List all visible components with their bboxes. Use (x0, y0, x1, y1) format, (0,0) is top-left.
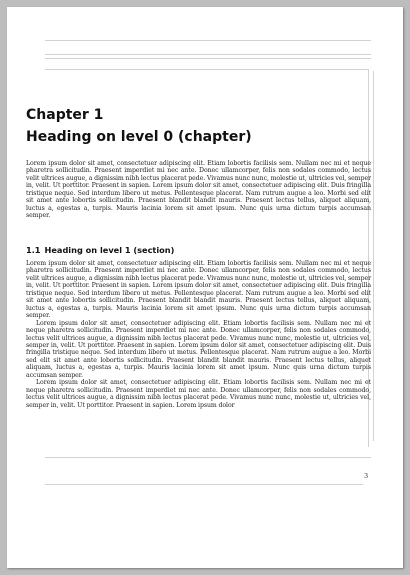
section-paragraph-2: Lorem ipsum dolor sit amet, consectetuer adipiscing elit. Etiam lobortis facilisis sem. Nullam nec mi et neque pharetra sollicitudin. Praesent imperdiet mi nec ante. Donec ullamcorper, felis non sodales commodo, lectus velit ultrices augue, a dignissim nibh lectus placerat pede. Vivamus nunc nunc, molestie ut, ultricies vel, semper in, velit. Ut porttitor. Praesent in sapien. Lorem ipsum dolor sit amet, consectetuer adipiscing elit. Duis fringilla tristique neque. Sed interdum libero ut metus. Pellentesque placerat. Nam rutrum augue a leo. Morbi sed elit sit amet ante lobortis sollicitudin. Praesent blandit blandit mauris. Praesent lectus tellus, aliquet aliquam, luctus a, egestas a, turpis. Mauris lacinia lorem sit amet ipsum. Nunc quis urna dictum turpis accumsan semper. (26, 319, 371, 379)
page-number: 3 (364, 472, 369, 480)
margin-line (373, 71, 374, 441)
section-title: Heading on level 1 (section) (44, 245, 175, 255)
header-rule-top (45, 40, 371, 41)
chapter-label: Chapter 1 (26, 107, 104, 123)
section-paragraph-3: Lorem ipsum dolor sit amet, consectetuer adipiscing elit. Etiam lobortis facilisis sem. Nullam nec mi et neque pharetra sollicitudin. Praesent imperdiet mi nec ante. Donec ullamcorper, felis non sodales commodo, lectus velit ultrices augue, a dignissim nibh lectus placerat pede. Vivamus nunc nunc, molestie ut, ultricies vel, semper in, velit. Ut porttitor. Praesent in sapien. Lorem ipsum dolor (26, 379, 371, 409)
chapter-block (26, 107, 371, 220)
chapter-title: Heading on level 0 (chapter) (26, 129, 252, 145)
footer-rule-bottom (45, 484, 363, 485)
section-heading (26, 245, 371, 256)
chapter-paragraph: Lorem ipsum dolor sit amet, consectetuer adipiscing elit. Etiam lobortis facilisis sem. Nullam nec mi et neque pharetra sollicitudin. Praesent imperdiet mi nec ante. Donec ullamcorper, felis non sodales commodo, lectus velit ultrices augue, a dignissim nibh lectus placerat pede. Vivamus nunc nunc, molestie ut, ultricies vel, semper in, velit. Ut porttitor. Praesent in sapien. Lorem ipsum dolor sit amet, consectetuer adipiscing elit. Duis fringilla tristique neque. Sed interdum libero ut metus. Pellentesque placerat. Nam rutrum augue a leo. Morbi sed elit sit amet ante lobortis sollicitudin. Praesent blandit blandit mauris. Praesent lectus tellus, aliquet aliquam, luctus a, egestas a, turpis. Mauris lacinia lorem sit amet ipsum. Nunc quis urna dictum turpis accumsan semper. (26, 160, 372, 220)
section-block (26, 245, 371, 409)
footer-rule-top (45, 457, 371, 458)
header-rule-bottom (45, 58, 371, 59)
document-page (7, 7, 403, 568)
section-paragraph-1: Lorem ipsum dolor sit amet, consectetuer adipiscing elit. Etiam lobortis facilisis sem. Nullam nec mi et neque pharetra sollicitudin. Praesent imperdiet mi nec ante. Donec ullamcorper, felis non sodales commodo, lectus velit ultrices augue, a dignissim nibh lectus placerat pede. Vivamus nunc nunc, molestie ut, ultricies vel, semper in, velit. Ut porttitor. Praesent in sapien. Lorem ipsum dolor sit amet, consectetuer adipiscing elit. Duis fringilla tristique neque. Sed interdum libero ut metus. Pellentesque placerat. Nam rutrum augue a leo. Morbi sed elit sit amet ante lobortis sollicitudin. Praesent blandit blandit mauris. Praesent lectus tellus, aliquet aliquam, luctus a, egestas a, turpis. Mauris lacinia lorem sit amet ipsum. Nunc quis urna dictum turpis accumsan semper. (26, 260, 372, 320)
header-rule-middle (45, 54, 371, 55)
section-number: 1.1 (26, 245, 41, 255)
